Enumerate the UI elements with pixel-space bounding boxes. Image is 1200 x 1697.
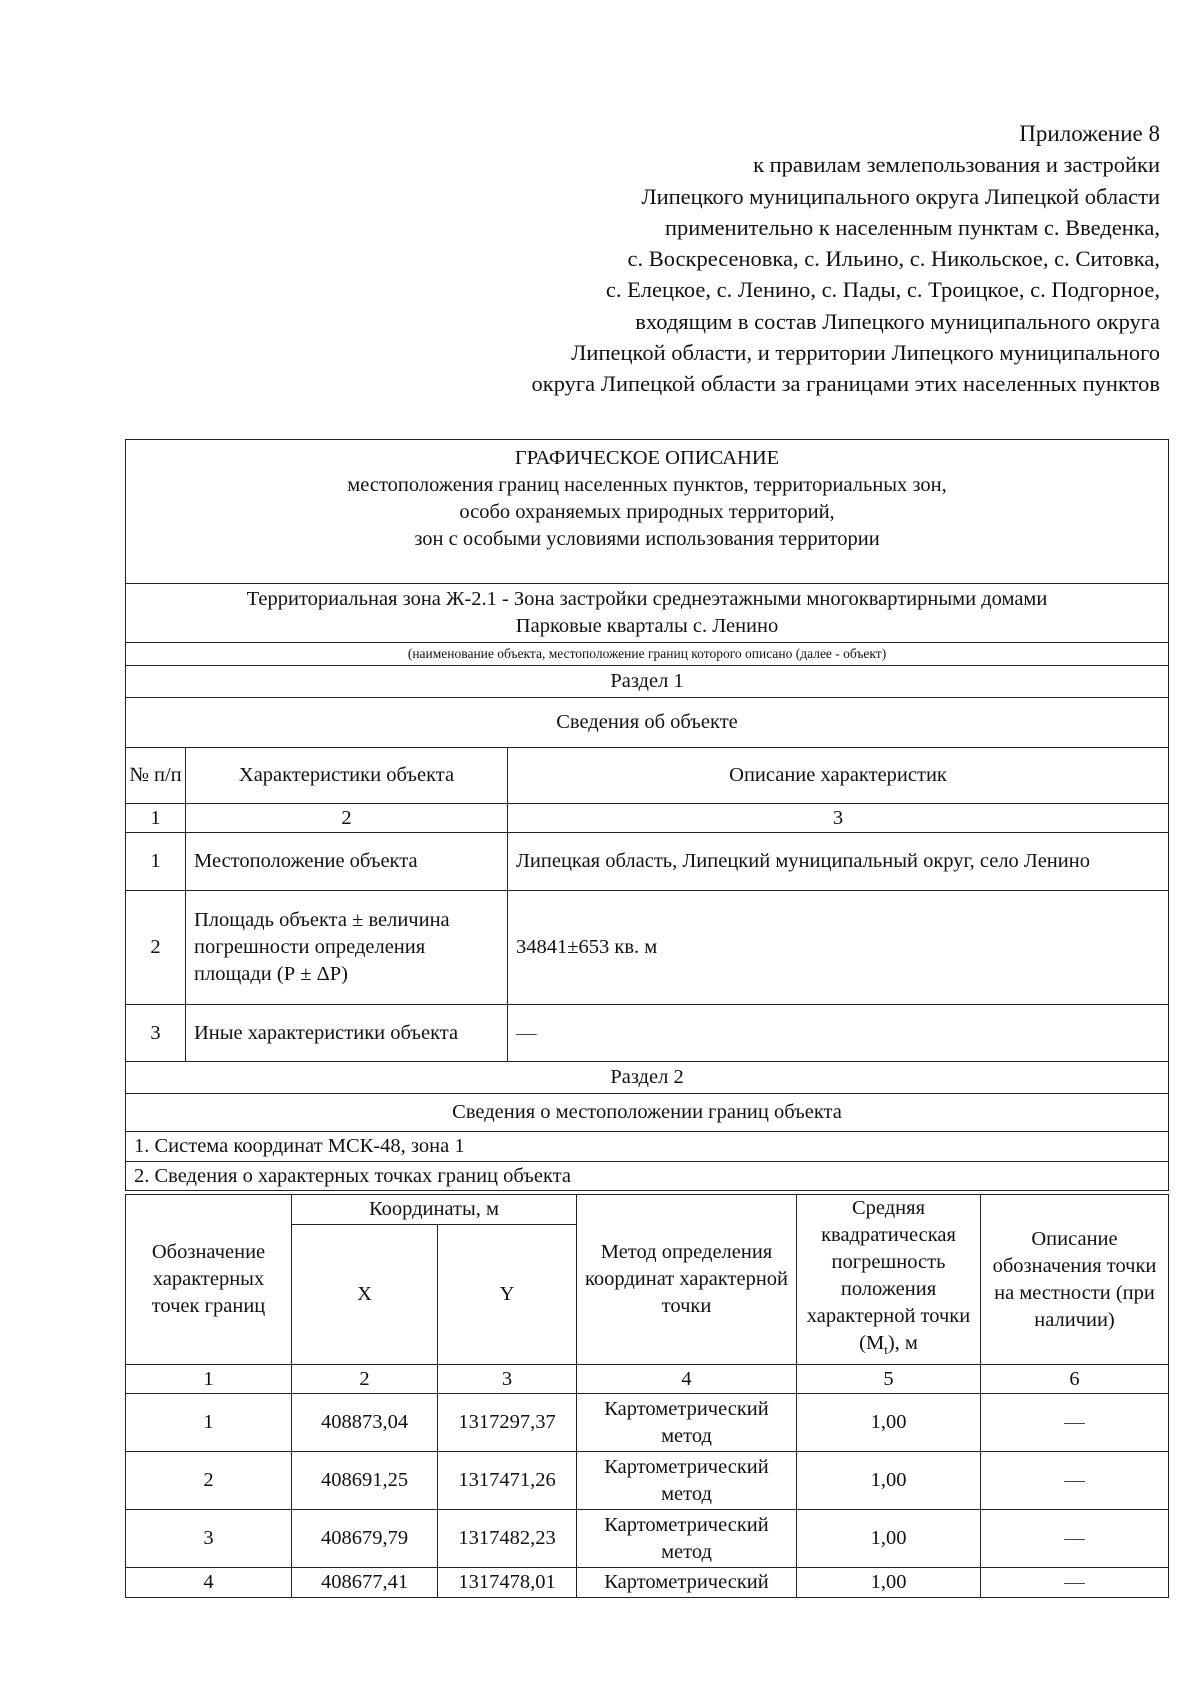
column-number: 4: [577, 1365, 797, 1394]
header-error-tail: ), м: [887, 1332, 918, 1355]
point-y: 1317297,37: [438, 1394, 577, 1452]
point-x: 408873,04: [292, 1394, 438, 1452]
header-error-text: Средняя квадратическая погрешность положения характерной точки (M: [806, 1197, 971, 1355]
header-coordinates: Координаты, м: [292, 1195, 577, 1225]
row-number: 3: [126, 1005, 186, 1062]
appendix-header: [260, 118, 1160, 400]
header-error-subscript: t: [884, 1342, 888, 1358]
row-value: 34841±653 кв. м: [508, 891, 1169, 1005]
table-row: [126, 891, 1169, 1005]
column-number: 3: [508, 804, 1169, 833]
row-characteristic: Местоположение объекта: [186, 833, 508, 891]
header-error: [797, 1195, 981, 1365]
point-id: 3: [126, 1510, 292, 1568]
title-subline: зон с особыми условиями использования территории: [414, 528, 880, 550]
section1-title: Раздел 1: [126, 666, 1169, 698]
column-number: 2: [186, 804, 508, 833]
header-y: Y: [438, 1225, 577, 1365]
point-x: 408691,25: [292, 1452, 438, 1510]
appendix-line: с. Воскресеновка, с. Ильино, с. Никольское, с. Ситовка,: [627, 246, 1160, 272]
appendix-line: Липецкого муниципального округа Липецкой области: [641, 183, 1160, 209]
appendix-line: с. Елецкое, с. Ленино, с. Пады, с. Троицкое, с. Подгорное,: [605, 277, 1160, 303]
row-value: Липецкая область, Липецкий муниципальный округ, село Ленино: [508, 833, 1169, 891]
table-row: [126, 833, 1169, 891]
title-subline: особо охраняемых природных территорий,: [459, 501, 835, 523]
appendix-line: Липецкой области, и территории Липецкого муниципального: [571, 340, 1160, 366]
appendix-line: Приложение 8: [1019, 121, 1160, 146]
point-y: 1317471,26: [438, 1452, 577, 1510]
row-value: —: [508, 1005, 1169, 1062]
header-description: Описание характеристик: [508, 748, 1169, 804]
point-method: Картометрический: [577, 1568, 797, 1598]
point-error: 1,00: [797, 1568, 981, 1598]
header-designation: Обозначение характерных точек границ: [126, 1195, 292, 1365]
table-row: [126, 1394, 1169, 1452]
point-x: 408677,41: [292, 1568, 438, 1598]
object-caption: (наименование объекта, местоположение границ которого описано (далее - объект): [126, 643, 1169, 666]
appendix-line: к правилам землепользования и застройки: [753, 152, 1160, 178]
point-id: 1: [126, 1394, 292, 1452]
row-number: 2: [126, 891, 186, 1005]
row-number: 1: [126, 833, 186, 891]
table-row: [126, 1510, 1169, 1568]
point-description: —: [981, 1452, 1169, 1510]
point-id: 2: [126, 1452, 292, 1510]
point-y: 1317478,01: [438, 1568, 577, 1598]
row-characteristic: Площадь объекта ± величина погрешности определения площади (Р ± ΔР): [186, 891, 508, 1005]
header-x: X: [292, 1225, 438, 1365]
object-name-line: Парковые кварталы с. Ленино: [515, 615, 779, 637]
point-description: —: [981, 1394, 1169, 1452]
section2-subtitle: Сведения о местоположении границ объекта: [126, 1094, 1169, 1132]
document-title: [126, 440, 1169, 584]
points-table: [125, 1194, 1169, 1598]
table-row: [126, 1452, 1169, 1510]
table-row: [126, 1568, 1169, 1598]
appendix-line: применительно к населенным пунктам с. Введенка,: [665, 214, 1160, 240]
column-number: 6: [981, 1365, 1169, 1394]
point-error: 1,00: [797, 1510, 981, 1568]
point-method: Картометрический метод: [577, 1394, 797, 1452]
point-description: —: [981, 1510, 1169, 1568]
description-table: [125, 439, 1169, 1191]
point-x: 408679,79: [292, 1510, 438, 1568]
header-number: № п/п: [126, 748, 186, 804]
point-y: 1317482,23: [438, 1510, 577, 1568]
table-row: [126, 1005, 1169, 1062]
column-number: 2: [292, 1365, 438, 1394]
header-characteristics: Характеристики объекта: [186, 748, 508, 804]
object-name-line: Территориальная зона Ж-2.1 - Зона застройки среднеэтажными многоквартирными домами: [246, 588, 1048, 610]
points-caption: 2. Сведения о характерных точках границ объекта: [126, 1162, 1169, 1191]
row-characteristic: Иные характеристики объекта: [186, 1005, 508, 1062]
point-description: —: [981, 1568, 1169, 1598]
section2-title: Раздел 2: [126, 1062, 1169, 1094]
header-point-description: Описание обозначения точки на местности (при наличии): [981, 1195, 1169, 1365]
header-method: Метод определения координат характерной точки: [577, 1195, 797, 1365]
title-subline: местоположения границ населенных пунктов, территориальных зон,: [347, 474, 947, 496]
section1-subtitle: Сведения об объекте: [126, 698, 1169, 748]
appendix-line: округа Липецкой области за границами этих населенных пунктов: [531, 371, 1160, 397]
point-error: 1,00: [797, 1452, 981, 1510]
title-heading: ГРАФИЧЕСКОЕ ОПИСАНИЕ: [514, 447, 780, 469]
coordinate-system: 1. Система координат МСК-48, зона 1: [126, 1132, 1169, 1162]
column-number: 5: [797, 1365, 981, 1394]
column-number: 3: [438, 1365, 577, 1394]
point-method: Картометрический метод: [577, 1452, 797, 1510]
point-error: 1,00: [797, 1394, 981, 1452]
appendix-line: входящим в состав Липецкого муниципального округа: [635, 308, 1160, 334]
point-method: Картометрический метод: [577, 1510, 797, 1568]
column-number: 1: [126, 1365, 292, 1394]
object-name: [126, 584, 1169, 643]
point-id: 4: [126, 1568, 292, 1598]
column-number: 1: [126, 804, 186, 833]
